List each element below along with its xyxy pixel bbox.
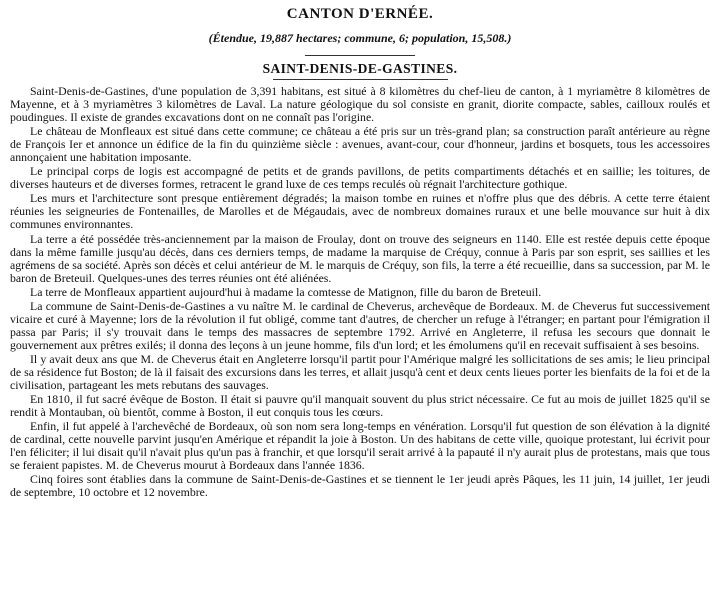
paragraph: En 1810, il fut sacré évêque de Boston. Il était si pauvre qu'il manquait souvent du plus strict nécessaire. Ce fut au mois de juillet 1825 qu'il se rendit à Montauban, où bientôt, comme à Boston, il eut conquis tous les cœurs. (10, 392, 710, 420)
canton-statistics: (Étendue, 19,887 hectares; commune, 6; population, 15,508.) (208, 31, 512, 45)
paragraph: Il y avait deux ans que M. de Cheverus était en Angleterre lorsqu'il partit pour l'Amérique malgré les sollicitations de ses amis; le lieu principal de sa résidence fut Boston; de là il faisait des excursions dans les terres, et allait jusqu'à cent et deux cents lieues porter les bienfaits de la foi et de la civilisation, partageant les mets rebutans des sauvages. (10, 351, 710, 393)
paragraph: Le château de Monfleaux est situé dans cette commune; ce château a été pris sur un très-grand plan; sa construction paraît antérieure au règne de François Ier et annonce un édifice de la fin du quinzième siècle : avenues, avant-cour, cour d'honneur, jardins et bosquets, tous les accessoires annonçaient une habitation imposante. (10, 124, 710, 165)
divider-rule (305, 55, 415, 56)
paragraph: La terre de Monfleaux appartient aujourd'hui à madame la comtesse de Matignon, fille du baron de Breteuil. (30, 284, 542, 299)
paragraph: Saint-Denis-de-Gastines, d'une population de 3,391 habitans, est situé à 8 kilomètres du chef-lieu de canton, à 1 myriamètre 8 kilomètres de Mayenne, et à 3 myriamètres 3 kilomètres de Laval. La nature géologique du sol consiste en granit, diorite compacte, sables, cailloux roulés et poudingues. Il existe de grandes excavations dont on ne connaît pas l'origine. (10, 84, 710, 125)
header (10, 6, 710, 80)
paragraph: La commune de Saint-Denis-de-Gastines a vu naître M. le cardinal de Cheverus, archevêque de Bordeaux. M. de Cheverus fut successivement vicaire et curé à Mayenne; lors de la révolution il fut obligé, comme tant d'autres, de chercher un refuge à l'étranger; en partant pour l'émigration il passa par Paris; il s'y trouvait dans le temps des massacres de septembre 1792. Arrivé en Angleterre, il refusa les secours que donnait le gouvernement aux prêtres exilés; il donna des leçons à un jeune homme, fils d'un lord; et les émolumens qu'il en recevait suffisaient à ses besoins. (10, 298, 710, 352)
divider-rule (273, 79, 448, 80)
paragraph: La terre a été possédée très-anciennement par la maison de Froulay, dont on trouve des seigneurs en 1140. Elle est restée depuis cette époque dans la même famille jusqu'au décès, dans ces derniers temps, de madame la marquise de Créquy, connue à Paris par son esprit, ses saillies et les agrémens de sa société. Après son décès et celui antérieur de M. le marquis de Créquy, son fils, la terre a été recueillie, dans sa succession, par M. le baron de Breteuil. Quelques-unes des terres réunies ont été aliénées. (10, 231, 710, 285)
canton-title: CANTON D'ERNÉE. (286, 6, 434, 22)
paragraph: Les murs et l'architecture sont presque entièrement dégradés; la maison tombe en ruines et n'offre plus que des débris. A cette terre étaient réunies les seigneuries de Fontenailles, de Marolles et de Mégaudais, avec de nombreux domaines ruraux et une belle mouvance sur huit à dix communes environnantes. (10, 191, 710, 232)
paragraph: Le principal corps de logis est accompagné de petits et de grands pavillons, de petits compartiments détachés et en saillie; les toitures, de diverses hauteurs et de diverses formes, retracent le grand luxe de ces temps reculés où régnait l'architecture gothique. (10, 164, 710, 192)
paragraph: Cinq foires sont établies dans la commune de Saint-Denis-de-Gastines et se tiennent le 1er jeudi après Pâques, les 11 juin, 14 juillet, 1er jeudi de septembre, 10 octobre et 12 novembre. (10, 472, 710, 500)
paragraph: Enfin, il fut appelé à l'archevêché de Bordeaux, où son nom sera long-temps en vénération. Lorsqu'il fut question de son élévation à la dignité de cardinal, cette nouvelle parvint jusqu'en Amérique et répandit la joie à Boston. Un des habitans de cette ville, quoique protestant, lui écrivit pour l'en féliciter; il lui disait qu'il n'avait plus qu'un pas à franchir, et que lorsqu'il serait arrivé à la papauté il n'y aurait plus de protestans, mais que tous se feraient papistes. M. de Cheverus mourut à Bordeaux dans l'année 1836. (10, 419, 710, 473)
commune-title: SAINT-DENIS-DE-GASTINES. (262, 61, 458, 76)
article-body (10, 85, 710, 499)
